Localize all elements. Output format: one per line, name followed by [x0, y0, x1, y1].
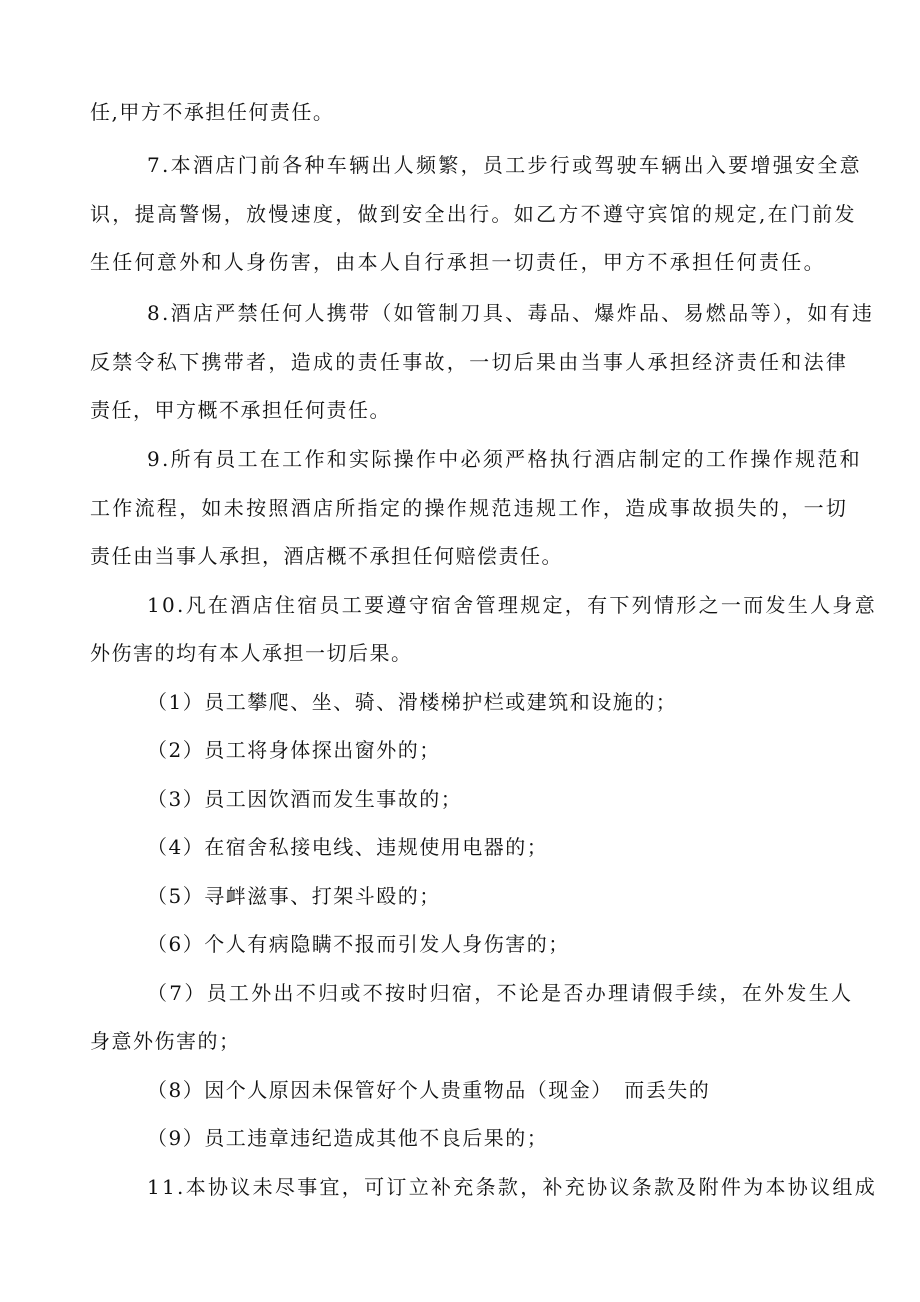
- list-item-4: （4）在宿舍私接电线、违规使用电器的；: [147, 835, 549, 859]
- clause-8-line: 8.酒店严禁任何人携带（如管制刀具、毒品、爆炸品、易燃品等），如有违: [147, 301, 875, 325]
- list-item-7: （7）员工外出不归或不按时归宿，不论是否办理请假手续，在外发生人: [147, 981, 854, 1005]
- clause-7-line: 7.本酒店门前各种车辆出人频繁，员工步行或驾驶车辆出入要增强安全意: [147, 153, 862, 177]
- clause-10-line: 10.凡在酒店住宿员工要遵守宿舍管理规定，有下列情形之一而发生人身意: [147, 593, 878, 617]
- clause-8-line: 责任，甲方概不承担任何责任。: [90, 398, 391, 422]
- clause-9-line: 责任由当事人承担，酒店概不承担任何赔偿责任。: [90, 544, 563, 568]
- list-item-9: （9）员工违章违纪造成其他不良后果的；: [147, 1126, 549, 1150]
- list-item-6: （6）个人有病隐瞒不报而引发人身伤害的；: [147, 932, 570, 956]
- list-item-7-continued: 身意外伤害的；: [90, 1029, 241, 1053]
- list-item-8: （8）因个人原因未保管好个人贵重物品（现金） 而丢失的: [147, 1078, 711, 1102]
- list-item-3: （3）员工因饮酒而发生事故的；: [147, 787, 463, 811]
- list-item-2: （2）员工将身体探出窗外的；: [147, 738, 441, 762]
- clause-10-line: 外伤害的均有本人承担一切后果。: [90, 641, 413, 665]
- clause-9-line: 9.所有员工在工作和实际操作中必须严格执行酒店制定的工作操作规范和: [147, 447, 862, 471]
- list-item-1: （1）员工攀爬、坐、骑、滑楼梯护栏或建筑和设施的；: [147, 690, 678, 714]
- clause-7-line: 识，提高警惕，放慢速度，做到安全出行。如乙方不遵守宾馆的规定,在门前发: [90, 202, 857, 226]
- clause-7-line: 生任何意外和人身伤害，由本人自行承担一切责任，甲方不承担任何责任。: [90, 250, 826, 274]
- clause-8-line: 反禁令私下携带者，造成的责任事故，一切后果由当事人承担经济责任和法律: [90, 350, 849, 374]
- clause-9-line: 工作流程，如未按照酒店所指定的操作规范违规工作，造成事故损失的，一切: [90, 496, 849, 520]
- clause-11-line: 11.本协议未尽事宜，可订立补充条款，补充协议条款及附件为本协议组成: [147, 1175, 878, 1199]
- text-line: 任,甲方不承担任何责任。: [90, 100, 335, 124]
- list-item-5: （5）寻衅滋事、打架斗殴的；: [147, 884, 441, 908]
